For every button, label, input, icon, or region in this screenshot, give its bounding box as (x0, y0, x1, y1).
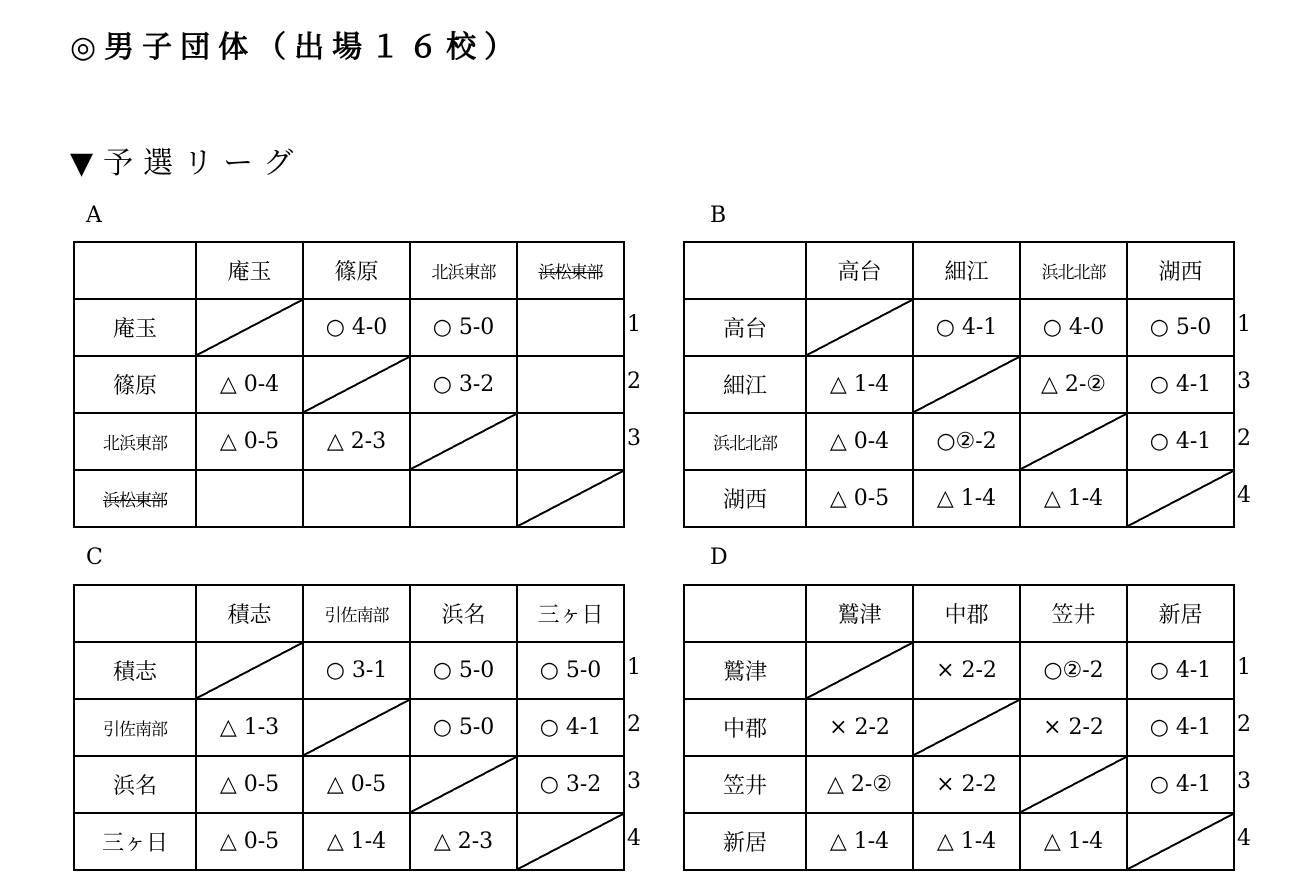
row-header (74, 699, 196, 756)
result-cell: ○ 3-1 (303, 642, 410, 699)
team-name: 浜名 (112, 774, 157, 799)
result-cell (517, 299, 624, 356)
team-name: 高台 (722, 317, 767, 342)
result-cell: × 2-2 (806, 699, 913, 756)
result-cell: ○ 4-1 (1127, 356, 1234, 413)
column-header (1020, 585, 1127, 642)
diagonal-cell (1127, 470, 1234, 527)
column-header (806, 242, 913, 299)
table-row (684, 813, 1234, 870)
team-name: 三ヶ日 (537, 603, 604, 628)
column-header (410, 585, 517, 642)
team-name: 鷲津 (837, 603, 882, 628)
column-header (913, 242, 1020, 299)
team-name: 篠原 (112, 374, 157, 399)
result-cell: ○ 4-1 (1127, 642, 1234, 699)
column-header (196, 585, 303, 642)
table-row (684, 470, 1234, 527)
header-row (74, 585, 624, 642)
team-name: 鷲津 (722, 660, 767, 685)
header-row (684, 242, 1234, 299)
result-cell: △ 2-② (806, 756, 913, 813)
result-cell: △ 1-4 (913, 470, 1020, 527)
row-header (684, 699, 806, 756)
result-cell: ○ 4-1 (517, 699, 624, 756)
diagonal-cell (410, 756, 517, 813)
column-header (913, 585, 1020, 642)
rank-label: 3 (627, 426, 641, 451)
row-header (74, 756, 196, 813)
column-header (1127, 242, 1234, 299)
rank-label: 1 (627, 312, 641, 337)
team-name: 浜名 (441, 603, 486, 628)
result-cell: △ 1-4 (913, 813, 1020, 870)
result-cell: ○ 4-1 (1127, 756, 1234, 813)
league-table (73, 584, 625, 871)
row-header (684, 756, 806, 813)
row-header (684, 413, 806, 470)
rank-label: 2 (627, 369, 641, 394)
league-label: A (86, 203, 102, 228)
result-cell: △ 2-② (1020, 356, 1127, 413)
result-cell (196, 470, 303, 527)
rank-label: 2 (1237, 426, 1251, 451)
team-name: 北浜東部 (431, 262, 496, 283)
result-cell (410, 470, 517, 527)
result-cell: △ 0-4 (196, 356, 303, 413)
team-name: 笠井 (1051, 603, 1096, 628)
page-title: ◎男子団体（出場１６校） (70, 30, 523, 65)
diagonal-cell (1020, 756, 1127, 813)
result-cell: △ 1-3 (196, 699, 303, 756)
table-row (684, 356, 1234, 413)
result-cell: △ 0-5 (303, 756, 410, 813)
rank-label: 3 (627, 769, 641, 794)
result-cell: △ 2-3 (303, 413, 410, 470)
header-row (684, 585, 1234, 642)
rank-label: 3 (1237, 369, 1251, 394)
table-row (684, 756, 1234, 813)
result-cell: ○ 5-0 (410, 299, 517, 356)
team-name: 引佐南部 (324, 605, 389, 626)
column-header (517, 585, 624, 642)
result-cell: ○ 4-1 (1127, 699, 1234, 756)
rank-label: 1 (627, 655, 641, 680)
team-name: 積志 (227, 603, 272, 628)
result-cell: △ 0-4 (806, 413, 913, 470)
result-cell: ○ 4-1 (913, 299, 1020, 356)
team-name: 中郡 (944, 603, 989, 628)
header-row (74, 242, 624, 299)
row-header (74, 356, 196, 413)
result-cell: ○ 4-0 (1020, 299, 1127, 356)
diagonal-cell (1127, 813, 1234, 870)
rank-label: 4 (1237, 483, 1251, 508)
row-header (684, 356, 806, 413)
result-cell: ○ 3-2 (410, 356, 517, 413)
team-name: 引佐南部 (103, 719, 167, 740)
column-header (303, 242, 410, 299)
rank-label: 1 (1237, 312, 1251, 337)
section-title: ▼予選リーグ (70, 146, 304, 181)
result-cell: △ 1-4 (806, 356, 913, 413)
result-cell (517, 356, 624, 413)
diagonal-cell (806, 299, 913, 356)
team-name: 湖西 (1158, 260, 1203, 285)
table-row (684, 413, 1234, 470)
result-cell: ○ 4-0 (303, 299, 410, 356)
result-cell: △ 0-5 (196, 813, 303, 870)
rank-label: 1 (1237, 655, 1251, 680)
rank-label: 4 (627, 826, 641, 851)
team-name: 浜北北部 (1041, 262, 1106, 283)
diagonal-cell (1020, 413, 1127, 470)
column-header (1020, 242, 1127, 299)
team-name: 高台 (837, 260, 882, 285)
corner-cell (684, 242, 806, 299)
result-cell: △ 1-4 (1020, 813, 1127, 870)
result-cell: △ 1-4 (806, 813, 913, 870)
result-cell: ○②-2 (913, 413, 1020, 470)
rank-label: 2 (627, 712, 641, 737)
column-header (410, 242, 517, 299)
rank-label: 4 (1237, 826, 1251, 851)
league-label: C (86, 545, 103, 570)
row-header (74, 470, 196, 527)
row-header (684, 470, 806, 527)
table-row (684, 299, 1234, 356)
column-header (303, 585, 410, 642)
result-cell: △ 0-5 (196, 756, 303, 813)
result-cell: ○ 5-0 (410, 642, 517, 699)
corner-cell (74, 242, 196, 299)
row-header (74, 813, 196, 870)
team-name: 細江 (944, 260, 989, 285)
row-header (684, 642, 806, 699)
corner-cell (74, 585, 196, 642)
team-name: 積志 (112, 660, 157, 685)
column-header (1127, 585, 1234, 642)
diagonal-cell (196, 299, 303, 356)
team-name: 細江 (722, 374, 767, 399)
league-table (683, 584, 1235, 871)
diagonal-cell (913, 356, 1020, 413)
team-name: 中郡 (722, 717, 767, 742)
result-cell (303, 470, 410, 527)
team-name: 浜北北部 (713, 433, 777, 454)
column-header (517, 242, 624, 299)
result-cell: ○ 5-0 (1127, 299, 1234, 356)
result-cell (517, 413, 624, 470)
diagonal-cell (517, 470, 624, 527)
result-cell: × 2-2 (913, 756, 1020, 813)
rank-label: 3 (1237, 769, 1251, 794)
row-header (74, 413, 196, 470)
team-name: 笠井 (722, 774, 767, 799)
row-header (74, 299, 196, 356)
league-table (73, 241, 625, 528)
result-cell: △ 2-3 (410, 813, 517, 870)
result-cell: ○ 4-1 (1127, 413, 1234, 470)
corner-cell (684, 585, 806, 642)
table-row (74, 413, 624, 470)
team-name: 北浜東部 (103, 433, 167, 454)
diagonal-cell (517, 813, 624, 870)
table-row (684, 699, 1234, 756)
table-row (74, 813, 624, 870)
column-header (806, 585, 913, 642)
team-name: 三ヶ日 (101, 831, 168, 856)
result-cell: × 2-2 (1020, 699, 1127, 756)
diagonal-cell (303, 699, 410, 756)
table-row (74, 356, 624, 413)
table-row (74, 470, 624, 527)
diagonal-cell (806, 642, 913, 699)
table-row (684, 642, 1234, 699)
result-cell: △ 0-5 (806, 470, 913, 527)
result-cell: ○②-2 (1020, 642, 1127, 699)
table-row (74, 756, 624, 813)
result-cell: ○ 5-0 (517, 642, 624, 699)
result-cell: △ 1-4 (303, 813, 410, 870)
league-label: B (710, 203, 727, 228)
team-name: 湖西 (722, 488, 767, 513)
result-cell: ○ 3-2 (517, 756, 624, 813)
league-label: D (710, 545, 728, 570)
league-table (683, 241, 1235, 528)
team-name: 新居 (1158, 603, 1203, 628)
table-row (74, 642, 624, 699)
table-row (74, 299, 624, 356)
diagonal-cell (196, 642, 303, 699)
rank-label: 2 (1237, 712, 1251, 737)
column-header (196, 242, 303, 299)
row-header (684, 299, 806, 356)
team-name: 新居 (722, 831, 767, 856)
row-header (684, 813, 806, 870)
result-cell: × 2-2 (913, 642, 1020, 699)
result-cell: △ 0-5 (196, 413, 303, 470)
table-row (74, 699, 624, 756)
team-name: 庵玉 (112, 317, 157, 342)
team-name: 浜松東部 (103, 490, 167, 511)
team-name: 篠原 (334, 260, 379, 285)
diagonal-cell (913, 699, 1020, 756)
result-cell: ○ 5-0 (410, 699, 517, 756)
diagonal-cell (410, 413, 517, 470)
team-name: 浜松東部 (538, 262, 603, 283)
result-cell: △ 1-4 (1020, 470, 1127, 527)
row-header (74, 642, 196, 699)
team-name: 庵玉 (227, 260, 272, 285)
diagonal-cell (303, 356, 410, 413)
